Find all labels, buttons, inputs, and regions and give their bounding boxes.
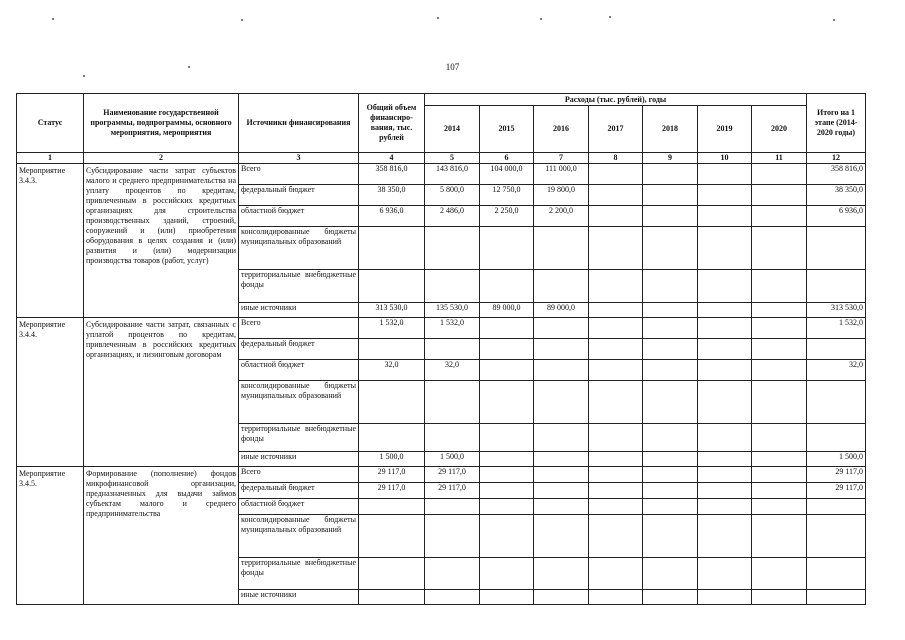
- year-value: [589, 590, 643, 605]
- year-value: [534, 499, 589, 515]
- year-value: [643, 499, 698, 515]
- year-value: [698, 164, 752, 185]
- total-value: [359, 558, 425, 590]
- year-value: [752, 467, 807, 483]
- year-value: [643, 339, 698, 360]
- scan-speck: [833, 19, 835, 21]
- year-value: 89 000,0: [534, 303, 589, 318]
- column-number: 8: [589, 153, 643, 164]
- year-value: [534, 515, 589, 558]
- year-value: [752, 164, 807, 185]
- year-value: [425, 499, 480, 515]
- year-value: [698, 452, 752, 467]
- year-value: [752, 483, 807, 499]
- total-value: 313 530,0: [359, 303, 425, 318]
- year-value: [534, 452, 589, 467]
- scan-speck: [540, 18, 542, 20]
- year-value: [480, 318, 534, 339]
- source-label: консолидированные бюджеты муниципальных образований: [239, 515, 359, 558]
- year-value: 135 530,0: [425, 303, 480, 318]
- column-number: 1: [17, 153, 84, 164]
- year-value: [425, 381, 480, 424]
- year-value: [480, 424, 534, 452]
- year-value: 89 000,0: [480, 303, 534, 318]
- year-value: [752, 360, 807, 381]
- source-label: Всего: [239, 467, 359, 483]
- total-value: [359, 515, 425, 558]
- scan-speck: [52, 18, 54, 20]
- column-number: 7: [534, 153, 589, 164]
- total-value: [359, 339, 425, 360]
- source-label: иные источники: [239, 452, 359, 467]
- scan-speck: [609, 16, 611, 18]
- measure-status: Мероприятие 3.4.5.: [17, 467, 84, 605]
- total-value: 358 816,0: [359, 164, 425, 185]
- year-value: [589, 206, 643, 227]
- year-value: 143 816,0: [425, 164, 480, 185]
- source-label: областной бюджет: [239, 360, 359, 381]
- table-row: [17, 467, 866, 483]
- year-value: [752, 499, 807, 515]
- year-value: [643, 270, 698, 303]
- stage-total-value: 38 350,0: [807, 185, 866, 206]
- year-value: [534, 558, 589, 590]
- table-row: [17, 164, 866, 185]
- page-number: 107: [445, 62, 460, 72]
- header-year: 2020: [752, 106, 807, 153]
- total-value: 38 350,0: [359, 185, 425, 206]
- source-label: Всего: [239, 164, 359, 185]
- year-value: [425, 558, 480, 590]
- year-value: [589, 185, 643, 206]
- year-value: 5 800,0: [425, 185, 480, 206]
- stage-total-value: 32,0: [807, 360, 866, 381]
- column-number: 12: [807, 153, 866, 164]
- year-value: 2 250,0: [480, 206, 534, 227]
- table-row: [17, 318, 866, 339]
- source-label: федеральный бюджет: [239, 339, 359, 360]
- year-value: [534, 483, 589, 499]
- year-value: [752, 424, 807, 452]
- year-value: [752, 185, 807, 206]
- year-value: [534, 381, 589, 424]
- year-value: [480, 499, 534, 515]
- column-number: 10: [698, 153, 752, 164]
- source-label: областной бюджет: [239, 499, 359, 515]
- header-year: 2017: [589, 106, 643, 153]
- year-value: [480, 381, 534, 424]
- year-value: [480, 590, 534, 605]
- year-value: [589, 360, 643, 381]
- year-value: [698, 206, 752, 227]
- year-value: [425, 590, 480, 605]
- total-value: 29 117,0: [359, 483, 425, 499]
- year-value: 2 486,0: [425, 206, 480, 227]
- year-value: [589, 381, 643, 424]
- stage-total-value: [807, 558, 866, 590]
- year-value: [752, 558, 807, 590]
- year-value: [752, 590, 807, 605]
- total-value: 32,0: [359, 360, 425, 381]
- year-value: [752, 381, 807, 424]
- year-value: [643, 424, 698, 452]
- year-value: [480, 270, 534, 303]
- total-value: [359, 381, 425, 424]
- year-value: [425, 515, 480, 558]
- year-value: [698, 270, 752, 303]
- source-label: федеральный бюджет: [239, 185, 359, 206]
- year-value: [589, 467, 643, 483]
- stage-total-value: [807, 424, 866, 452]
- year-value: [480, 558, 534, 590]
- year-value: [643, 318, 698, 339]
- year-value: [425, 339, 480, 360]
- year-value: [698, 185, 752, 206]
- stage-total-value: [807, 590, 866, 605]
- total-value: 1 532,0: [359, 318, 425, 339]
- table-body: [17, 164, 866, 605]
- stage-total-value: 358 816,0: [807, 164, 866, 185]
- year-value: [589, 318, 643, 339]
- year-value: [643, 206, 698, 227]
- source-label: иные источники: [239, 590, 359, 605]
- scan-speck: [437, 17, 439, 19]
- year-value: 29 117,0: [425, 483, 480, 499]
- stage-total-value: 29 117,0: [807, 467, 866, 483]
- year-value: [698, 558, 752, 590]
- year-value: [480, 483, 534, 499]
- year-value: [534, 318, 589, 339]
- year-value: [752, 452, 807, 467]
- year-value: [480, 339, 534, 360]
- stage-total-value: [807, 381, 866, 424]
- column-number: 6: [480, 153, 534, 164]
- source-label: консолидированные бюджеты муниципальных образований: [239, 381, 359, 424]
- column-number: 4: [359, 153, 425, 164]
- year-value: [425, 424, 480, 452]
- year-value: [752, 303, 807, 318]
- year-value: [534, 467, 589, 483]
- header-expenses: Расходы (тыс. рублей), годы: [425, 94, 807, 106]
- year-value: [643, 164, 698, 185]
- year-value: 1 500,0: [425, 452, 480, 467]
- total-value: 1 500,0: [359, 452, 425, 467]
- year-value: [698, 318, 752, 339]
- total-value: [359, 270, 425, 303]
- source-label: территориальные внебюджетные фонды: [239, 424, 359, 452]
- year-value: [534, 339, 589, 360]
- source-label: Всего: [239, 318, 359, 339]
- year-value: [643, 381, 698, 424]
- year-value: [643, 452, 698, 467]
- stage-total-value: 1 500,0: [807, 452, 866, 467]
- stage-total-value: 1 532,0: [807, 318, 866, 339]
- year-value: [589, 558, 643, 590]
- year-value: [698, 483, 752, 499]
- header-sources: Источники финансирования: [239, 94, 359, 153]
- year-value: [589, 164, 643, 185]
- year-value: [752, 270, 807, 303]
- year-value: [589, 452, 643, 467]
- year-value: [643, 303, 698, 318]
- year-value: [534, 227, 589, 270]
- column-number: 5: [425, 153, 480, 164]
- stage-total-value: [807, 227, 866, 270]
- total-value: 6 936,0: [359, 206, 425, 227]
- year-value: [698, 360, 752, 381]
- header-year: 2015: [480, 106, 534, 153]
- year-value: [643, 558, 698, 590]
- source-label: иные источники: [239, 303, 359, 318]
- year-value: [752, 227, 807, 270]
- year-value: [698, 467, 752, 483]
- stage-total-value: [807, 499, 866, 515]
- stage-total-value: [807, 515, 866, 558]
- year-value: [480, 467, 534, 483]
- year-value: [480, 360, 534, 381]
- year-value: [589, 499, 643, 515]
- year-value: [589, 270, 643, 303]
- year-value: [589, 227, 643, 270]
- year-value: [425, 227, 480, 270]
- year-value: [534, 424, 589, 452]
- year-value: [752, 339, 807, 360]
- year-value: [480, 452, 534, 467]
- year-value: [752, 318, 807, 339]
- measure-name: Субсидирование части затрат субъектов малого и среднего предпринимательства на уплату процентов по кредитам, привлеченным в российских кредитных организациях для строительства производственных зданий, строений, сооружений и (или) приобретения оборудования в целях создания и (или) развития и (или) модернизации производства товаров (работ, услуг): [84, 164, 239, 318]
- year-value: [589, 424, 643, 452]
- header-stage-total: Итого на 1 этапе (2014-2020 годы): [807, 94, 866, 153]
- total-value: [359, 424, 425, 452]
- header-program-name: Наименование государственной программы, подпрограммы, основного мероприятия, мероприятия: [84, 94, 239, 153]
- year-value: [698, 590, 752, 605]
- year-value: [698, 499, 752, 515]
- year-value: [698, 381, 752, 424]
- year-value: [589, 483, 643, 499]
- stage-total-value: [807, 270, 866, 303]
- financing-table: [16, 93, 866, 605]
- year-value: [698, 339, 752, 360]
- year-value: [534, 360, 589, 381]
- year-value: [698, 424, 752, 452]
- year-value: [589, 339, 643, 360]
- year-value: [643, 483, 698, 499]
- year-value: [643, 360, 698, 381]
- year-value: [698, 515, 752, 558]
- year-value: [698, 227, 752, 270]
- year-value: [643, 467, 698, 483]
- year-value: 104 000,0: [480, 164, 534, 185]
- scan-speck: [241, 19, 243, 21]
- stage-total-value: 29 117,0: [807, 483, 866, 499]
- total-value: 29 117,0: [359, 467, 425, 483]
- year-value: [752, 515, 807, 558]
- year-value: 19 800,0: [534, 185, 589, 206]
- year-value: [643, 590, 698, 605]
- year-value: [480, 515, 534, 558]
- header-status: Статус: [17, 94, 84, 153]
- measure-status: Мероприятие 3.4.3.: [17, 164, 84, 318]
- column-number: 3: [239, 153, 359, 164]
- source-label: территориальные внебюджетные фонды: [239, 270, 359, 303]
- source-label: областной бюджет: [239, 206, 359, 227]
- year-value: [643, 227, 698, 270]
- year-value: 32,0: [425, 360, 480, 381]
- stage-total-value: 6 936,0: [807, 206, 866, 227]
- year-value: 2 200,0: [534, 206, 589, 227]
- year-value: [425, 270, 480, 303]
- measure-name: Субсидирование части затрат, связанных с уплатой процентов по кредитам, привлеченным в российских кредитных организациях, и лизинговым договорам: [84, 318, 239, 467]
- stage-total-value: 313 530,0: [807, 303, 866, 318]
- column-number: 11: [752, 153, 807, 164]
- total-value: [359, 590, 425, 605]
- column-number: 2: [84, 153, 239, 164]
- year-value: [643, 185, 698, 206]
- year-value: 1 532,0: [425, 318, 480, 339]
- column-number: 9: [643, 153, 698, 164]
- year-value: [589, 515, 643, 558]
- year-value: 12 750,0: [480, 185, 534, 206]
- year-value: [698, 303, 752, 318]
- year-value: [480, 227, 534, 270]
- scan-speck: [83, 75, 85, 77]
- header-year: 2019: [698, 106, 752, 153]
- source-label: консолидированные бюджеты муниципальных образований: [239, 227, 359, 270]
- year-value: [534, 590, 589, 605]
- source-label: территориальные внебюджетные фонды: [239, 558, 359, 590]
- year-value: 29 117,0: [425, 467, 480, 483]
- source-label: федеральный бюджет: [239, 483, 359, 499]
- header-year: 2016: [534, 106, 589, 153]
- measure-name: Формирование (пополнение) фондов микрофинансовой организации, предназначенных для выдачи займов субъектам малого и среднего предпринимательства: [84, 467, 239, 605]
- year-value: [589, 303, 643, 318]
- measure-status: Мероприятие 3.4.4.: [17, 318, 84, 467]
- total-value: [359, 499, 425, 515]
- year-value: [643, 515, 698, 558]
- header-total-volume: Общий объем финансиро-вания, тыс. рублей: [359, 94, 425, 153]
- stage-total-value: [807, 339, 866, 360]
- year-value: [534, 270, 589, 303]
- year-value: [752, 206, 807, 227]
- header-year: 2018: [643, 106, 698, 153]
- total-value: [359, 227, 425, 270]
- year-value: 111 000,0: [534, 164, 589, 185]
- header-year: 2014: [425, 106, 480, 153]
